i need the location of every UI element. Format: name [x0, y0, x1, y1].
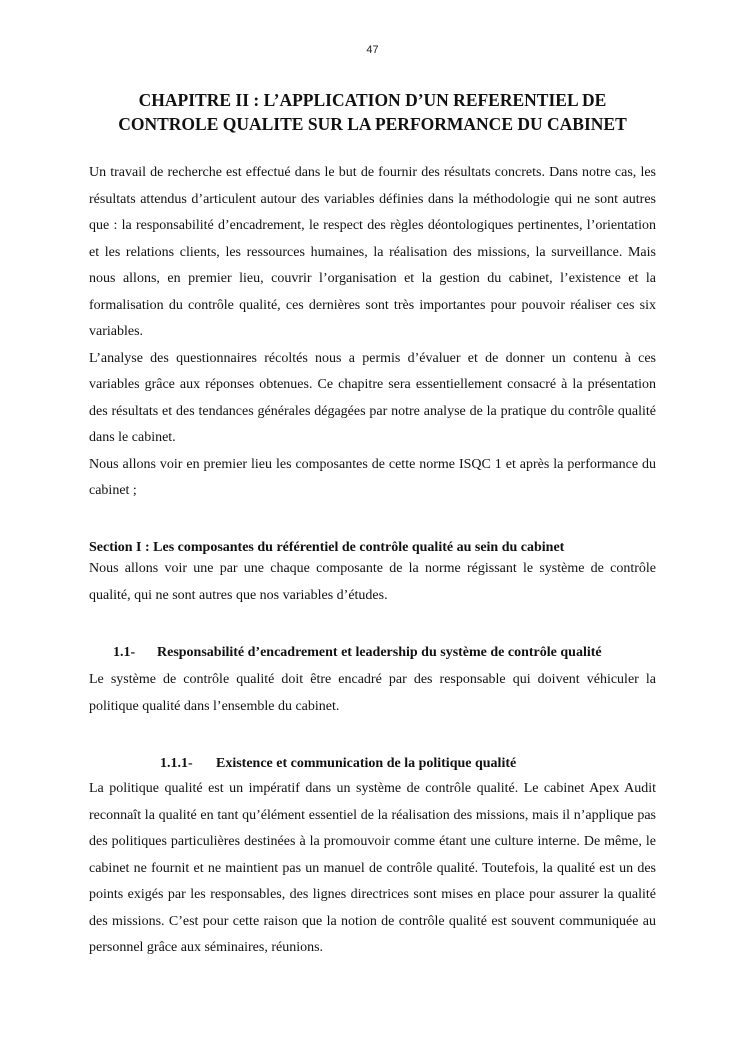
subsection-1-1-title: Responsabilité d’encadrement et leadership du système de contrôle qualité [157, 645, 602, 660]
subsection-1-1-1-paragraph: La politique qualité est un impératif dans un système de contrôle qualité. Le cabinet Apex Audit reconnaît la qualité en tant qu’élément essentiel de la réalisation des missions, mais il n’applique pas des politiques particulières destinées à la promouvoir comme étant une culture interne. De même, le cabinet ne fournit et ne maintient pas un manuel de contrôle qualité. Toutefois, la qualité est un des points exigés par les responsables, des lignes directrices sont mises en place pour assurer la qualité des missions. C’est pour cette raison que la notion de contrôle qualité est souvent communiquée au personnel grâce aux séminaires, réunions. [89, 781, 656, 955]
intro-paragraph-1: Un travail de recherche est effectué dans le but de fournir des résultats concrets. Dans notre cas, les résultats attendus d’articulent autour des variables définies dans la méthodologie qui ne sont autres que : la responsabilité d’encadrement, le respect des règles déontologiques pertinentes, l’orientation et les relations clients, les ressources humaines, la réalisation des missions, la surveillance. Mais nous allons, en premier lieu, couvrir l’organisation et la gestion du cabinet, l’existence et la formalisation du contrôle qualité, ces dernières sont très importantes pour pouvoir réaliser ces six variables. [89, 165, 656, 339]
section-1-text [89, 556, 656, 609]
intro-paragraph-3: Nous allons voir en premier lieu les composantes de cette norme ISQC 1 et après la performance du cabinet ; [89, 456, 656, 498]
section-1-paragraph: Nous allons voir une par une chaque composante de la norme régissant le système de contrôle qualité, qui ne sont autres que nos variables d’études. [89, 561, 656, 603]
intro-text [89, 160, 656, 505]
chapter-title-line-2: CONTROLE QUALITE SUR LA PERFORMANCE DU CABINET [118, 114, 627, 134]
subsection-1-1-heading [113, 645, 602, 661]
subsection-1-1-1-number: 1.1.1- [160, 756, 193, 771]
subsection-1-1-1-heading [160, 756, 516, 772]
section-1-heading: Section I : Les composantes du référentiel de contrôle qualité au sein du cabinet [89, 540, 565, 555]
chapter-title-line-1: CHAPITRE II : L’APPLICATION D’UN REFERENTIEL DE [138, 90, 607, 110]
subsection-1-1-text [89, 667, 656, 720]
intro-paragraph-2: L’analyse des questionnaires récoltés nous a permis d’évaluer et de donner un contenu à ces variables grâce aux réponses obtenues. Ce chapitre sera essentiellement consacré à la présentation des résultats et des tendances générales dégagées par notre analyse de la pratique du contrôle qualité dans le cabinet. [89, 350, 656, 445]
subsection-1-1-1-title: Existence et communication de la politique qualité [216, 756, 517, 771]
subsection-1-1-paragraph: Le système de contrôle qualité doit être encadré par des responsable qui doivent véhiculer la politique qualité dans l’ensemble du cabinet. [89, 672, 656, 714]
subsection-1-1-number: 1.1- [113, 645, 136, 660]
subsection-1-1-1-text [89, 776, 656, 962]
chapter-title [90, 88, 655, 136]
page-number: 47 [366, 44, 379, 56]
